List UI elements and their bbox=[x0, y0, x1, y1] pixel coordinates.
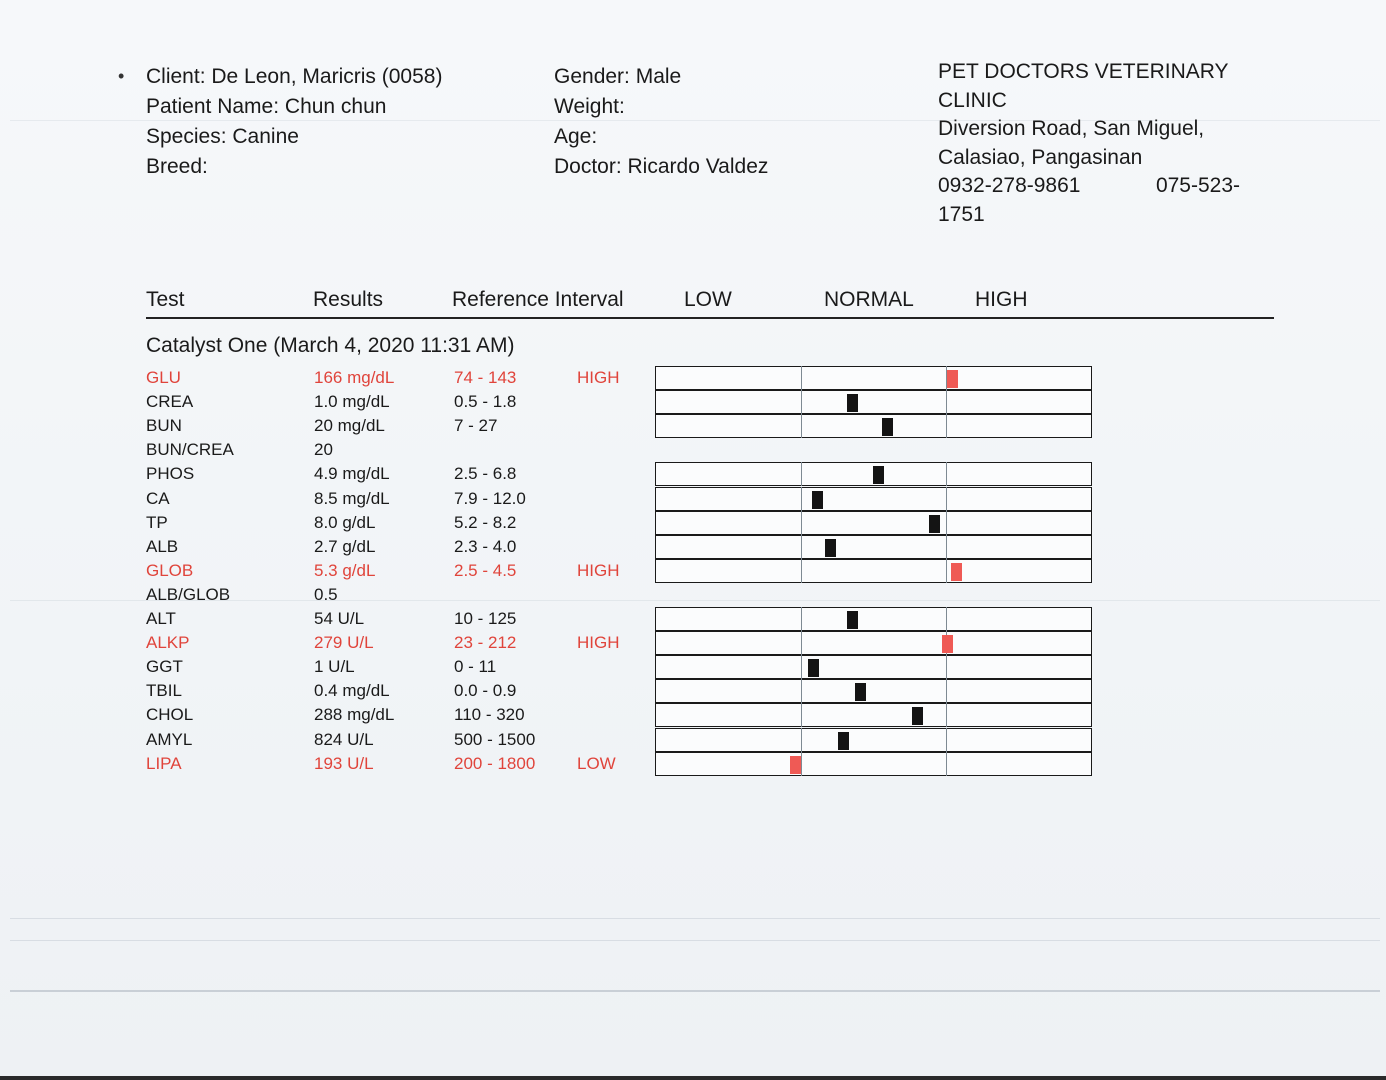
range-bar bbox=[655, 679, 1092, 703]
range-divider bbox=[801, 752, 803, 776]
section-title: Catalyst One (March 4, 2020 11:31 AM) bbox=[146, 334, 515, 357]
range-divider bbox=[801, 703, 803, 727]
test-name: GLOB bbox=[146, 560, 194, 580]
test-reference: 23 - 212 bbox=[454, 633, 517, 653]
test-reference: 0.0 - 0.9 bbox=[454, 681, 517, 701]
test-name: ALB/GLOB bbox=[146, 584, 231, 604]
test-result: 1 U/L bbox=[314, 657, 355, 677]
clinic-info bbox=[938, 58, 1258, 229]
test-result: 4.9 mg/dL bbox=[314, 464, 390, 484]
test-result: 279 U/L bbox=[314, 633, 374, 653]
test-reference: 5.2 - 8.2 bbox=[454, 512, 517, 532]
range-divider bbox=[801, 728, 803, 752]
test-result: 20 mg/dL bbox=[314, 416, 385, 436]
test-name: CHOL bbox=[146, 705, 194, 725]
range-divider bbox=[801, 607, 803, 631]
bullet-mark: • bbox=[118, 66, 125, 86]
test-name: ALT bbox=[146, 609, 176, 628]
test-name: TP bbox=[146, 512, 168, 532]
range-bar bbox=[655, 607, 1092, 631]
scan-artifact bbox=[10, 940, 1380, 941]
test-reference: 2.3 - 4.0 bbox=[454, 536, 517, 556]
range-divider bbox=[946, 559, 948, 583]
test-reference: 74 - 143 bbox=[454, 368, 517, 387]
test-name: PHOS bbox=[146, 464, 195, 484]
client-name: Client: De Leon, Maricris (0058) bbox=[146, 65, 443, 88]
range-bar bbox=[655, 728, 1092, 752]
test-name: BUN bbox=[146, 416, 182, 436]
age: Age: bbox=[554, 125, 598, 148]
range-bar bbox=[655, 390, 1092, 414]
range-bar bbox=[655, 752, 1092, 776]
test-reference: 10 - 125 bbox=[454, 609, 517, 628]
range-bar bbox=[655, 511, 1092, 535]
value-marker bbox=[873, 466, 884, 484]
value-marker bbox=[947, 370, 958, 388]
client-info bbox=[146, 62, 442, 182]
range-divider bbox=[801, 390, 803, 414]
value-marker bbox=[929, 515, 940, 533]
gender: Gender: Male bbox=[554, 65, 682, 88]
range-divider bbox=[801, 559, 803, 583]
patient-info bbox=[554, 62, 768, 182]
weight: Weight: bbox=[554, 95, 625, 118]
value-marker bbox=[825, 539, 836, 557]
range-divider bbox=[946, 679, 948, 703]
range-divider bbox=[946, 607, 948, 631]
test-reference: 200 - 1800 bbox=[454, 753, 536, 773]
range-divider bbox=[801, 631, 803, 655]
value-marker bbox=[912, 707, 923, 725]
test-name: GGT bbox=[146, 657, 183, 677]
range-bar bbox=[655, 559, 1092, 583]
test-reference: 7 - 27 bbox=[454, 416, 498, 436]
clinic-address-line1: Diversion Road, San Miguel, bbox=[938, 117, 1205, 140]
range-bar bbox=[655, 631, 1092, 655]
clinic-phone-1: 0932-278-9861 bbox=[938, 174, 1081, 197]
range-divider bbox=[946, 752, 948, 776]
test-flag: HIGH bbox=[577, 368, 620, 387]
value-marker bbox=[847, 394, 858, 412]
test-reference: 500 - 1500 bbox=[454, 729, 536, 749]
range-divider bbox=[801, 679, 803, 703]
test-result: 5.3 g/dL bbox=[314, 560, 376, 580]
col-header-low: LOW bbox=[684, 288, 732, 311]
range-divider bbox=[946, 414, 948, 438]
range-bar bbox=[655, 462, 1092, 486]
range-bar bbox=[655, 655, 1092, 679]
range-divider bbox=[946, 462, 948, 486]
range-bar bbox=[655, 487, 1092, 511]
test-result: 8.5 mg/dL bbox=[314, 488, 390, 508]
test-flag: LOW bbox=[577, 753, 616, 773]
range-divider bbox=[801, 487, 803, 511]
range-divider bbox=[946, 703, 948, 727]
test-reference: 110 - 320 bbox=[454, 705, 525, 725]
col-header-results: Results bbox=[313, 288, 384, 311]
test-reference: 0.5 - 1.8 bbox=[454, 392, 517, 412]
range-divider bbox=[946, 390, 948, 414]
test-flag: HIGH bbox=[577, 560, 620, 580]
breed: Breed: bbox=[146, 155, 208, 178]
value-marker bbox=[808, 659, 819, 677]
header-rule bbox=[146, 317, 1274, 319]
col-header-high: HIGH bbox=[975, 288, 1028, 311]
range-divider bbox=[801, 535, 803, 559]
test-result: 54 U/L bbox=[314, 609, 365, 628]
test-result: 8.0 g/dL bbox=[314, 512, 376, 532]
test-flag: HIGH bbox=[577, 633, 620, 653]
value-marker bbox=[847, 611, 858, 629]
scan-artifact bbox=[10, 918, 1380, 919]
range-divider bbox=[801, 366, 803, 390]
scan-artifact bbox=[10, 990, 1380, 992]
test-name: CA bbox=[146, 488, 170, 508]
test-name: ALB bbox=[146, 536, 179, 556]
test-reference: 0 - 11 bbox=[454, 657, 497, 677]
range-divider bbox=[946, 655, 948, 679]
range-bar bbox=[655, 366, 1092, 390]
value-marker bbox=[951, 563, 962, 581]
clinic-phone-2: 075-523- bbox=[1155, 174, 1240, 197]
range-divider bbox=[801, 655, 803, 679]
clinic-name-line1: PET DOCTORS VETERINARY bbox=[938, 60, 1229, 83]
scan-edge bbox=[0, 1076, 1386, 1080]
value-marker bbox=[882, 418, 893, 436]
test-name: ALKP bbox=[146, 633, 190, 653]
clinic-phones bbox=[938, 172, 1240, 201]
doctor: Doctor: Ricardo Valdez bbox=[554, 155, 769, 178]
test-result: 2.7 g/dL bbox=[314, 536, 376, 556]
range-bar bbox=[655, 703, 1092, 727]
range-divider bbox=[946, 487, 948, 511]
value-marker bbox=[838, 732, 849, 750]
value-marker bbox=[812, 491, 823, 509]
species: Species: Canine bbox=[146, 125, 299, 148]
range-divider bbox=[801, 414, 803, 438]
col-header-normal: NORMAL bbox=[824, 288, 914, 311]
patient-name: Patient Name: Chun chun bbox=[146, 95, 387, 118]
range-divider bbox=[946, 728, 948, 752]
test-result: 824 U/L bbox=[314, 729, 374, 749]
range-divider bbox=[801, 462, 803, 486]
test-reference: 2.5 - 4.5 bbox=[454, 560, 517, 580]
col-header-reference: Reference Interval bbox=[452, 288, 624, 311]
test-result: 0.5 bbox=[314, 584, 338, 604]
range-divider bbox=[801, 511, 803, 535]
value-marker bbox=[942, 635, 953, 653]
test-name: LIPA bbox=[146, 753, 182, 773]
test-result: 0.4 mg/dL bbox=[314, 681, 390, 701]
col-header-test: Test bbox=[146, 288, 185, 311]
test-reference: 7.9 - 12.0 bbox=[454, 488, 526, 508]
range-divider bbox=[946, 535, 948, 559]
value-marker bbox=[855, 683, 866, 701]
test-reference: 2.5 - 6.8 bbox=[454, 464, 517, 484]
test-result: 166 mg/dL bbox=[314, 368, 395, 387]
test-result: 193 U/L bbox=[314, 753, 374, 773]
range-bar bbox=[655, 414, 1092, 438]
test-name: AMYL bbox=[146, 729, 193, 749]
test-result: 20 bbox=[314, 440, 333, 460]
test-result: 288 mg/dL bbox=[314, 705, 395, 725]
test-name: BUN/CREA bbox=[146, 440, 234, 460]
test-name: CREA bbox=[146, 392, 194, 412]
value-marker bbox=[790, 756, 801, 774]
clinic-name-line2: CLINIC bbox=[938, 88, 1007, 112]
clinic-phone-2-cont: 1751 bbox=[938, 202, 985, 226]
test-result: 1.0 mg/dL bbox=[314, 392, 390, 412]
range-bar bbox=[655, 535, 1092, 559]
test-name: GLU bbox=[146, 368, 181, 387]
clinic-address-line2: Calasiao, Pangasinan bbox=[938, 145, 1143, 169]
range-divider bbox=[946, 511, 948, 535]
test-name: TBIL bbox=[146, 681, 182, 701]
